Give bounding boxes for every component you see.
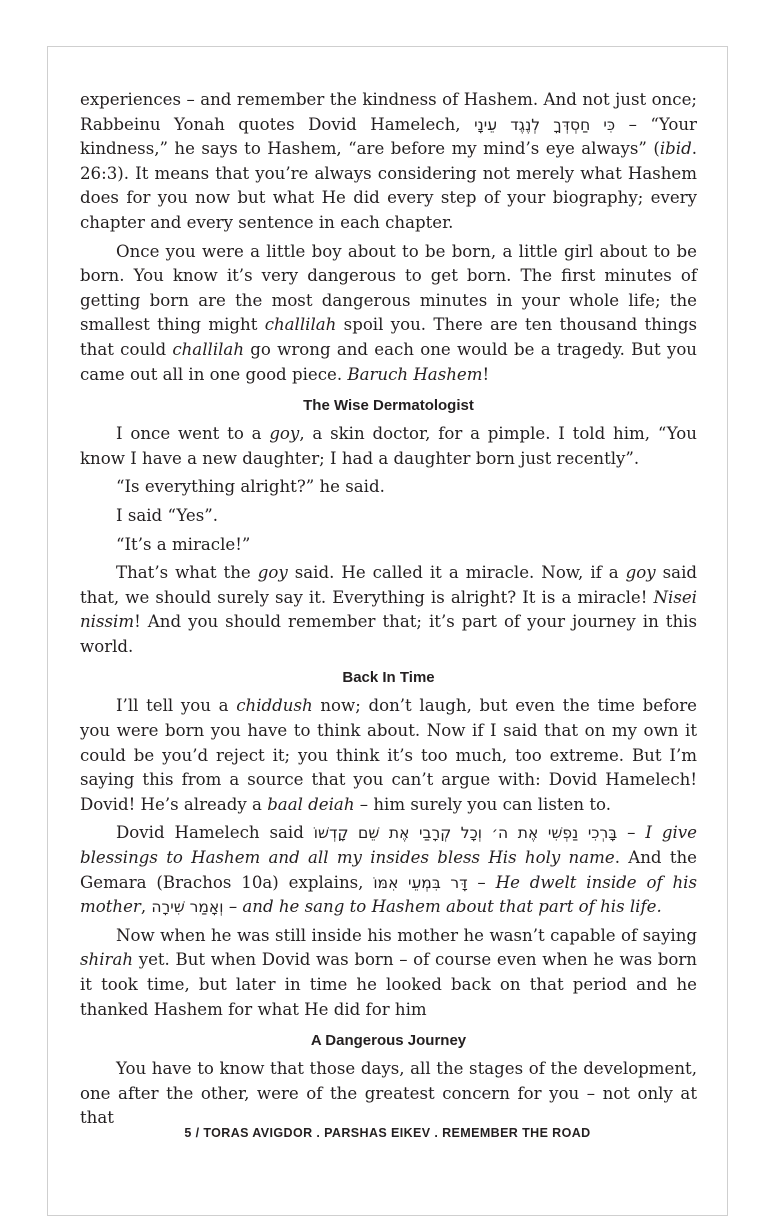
paragraph: “It’s a miracle!” <box>116 534 251 554</box>
paragraph: Once you were a little boy about to be born, a little girl about to be born. You know it’s very dangerous to get born. The first minutes of getting born are the most dangerous minutes in your whole life; the smallest thing might challilah spoil you. There are ten thousand things that could challilah go wrong and each one would be a tragedy. But you came out all in one good piece. Baruch Hashem! <box>80 241 697 384</box>
paragraph: I’ll tell you a chiddush now; don’t laugh, but even the time before you were born you have to think about. Now if I said that on my own it could be you’d reject it; you think it’s too much, too extreme. But I’m saying this from a source that you can’t argue with: Dovid Hamelech! Dovid! He’s already a baal deiah – him surely you can listen to. <box>80 696 697 814</box>
paragraph: Now when he was still inside his mother he wasn’t capable of saying shirah yet. But when Dovid was born – of course even when he was born it took time, but later in time he looked back on that period and he thanked Hashem for what He did for him <box>80 925 697 1019</box>
section-heading: The Wise Dermatologist <box>303 397 474 415</box>
hebrew-quote: דָּר בִּמְעֵי אִמּוֹ <box>373 873 468 892</box>
section-heading: Back In Time <box>342 669 435 687</box>
paragraph: “Is everything alright?” he said. <box>116 477 385 497</box>
hebrew-quote: בָּרְכִי נַפְשִׁי אֶת ה׳ וְכָל קְרָבַי אֶת שֵׁם קָדְשׁוֹ <box>313 824 618 843</box>
paragraph: I said “Yes”. <box>116 505 218 525</box>
paragraph: You have to know that those days, all the stages of the development, one after the other, were of the greatest concern for you – not only at that <box>80 1059 697 1128</box>
paragraph: Dovid Hamelech said בָּרְכִי נַפְשִׁי אֶת ה׳ וְכָל קְרָבַי אֶת שֵׁם קָדְשׁוֹ – I give blessings to Hashem and all my insides bless His holy name. And the Gemara (Brachos 10a) explains, דָּר בִּמְעֵי אִמּוֹ – He dwelt inside of his mother, וְאָמַר שִׁירָה – and he sang to Hashem about that part of his life. <box>80 823 697 917</box>
body-text <box>80 88 697 1135</box>
hebrew-quote: וְאָמַר שִׁירָה <box>151 898 224 917</box>
paragraph: That’s what the goy said. He called it a miracle. Now, if a goy said that, we should surely say it. Everything is alright? It is a miracle! Nisei nissim! And you should remember that; it’s part of your journey in this world. <box>80 563 697 656</box>
paragraph: I once went to a goy, a skin doctor, for a pimple. I told him, “You know I have a new daughter; I had a daughter born just recently”. <box>80 424 697 468</box>
paragraph: experiences – and remember the kindness of Hashem. And not just once; Rabbeinu Yonah quotes Dovid Hamelech, כִּי חַסְדְּךָ לְנֶגֶד עֵינָי – “Your kindness,” he says to Hashem, “are before my mind’s eye always” (ibid. 26:3). It means that you’re always considering not merely what Hashem does for you now but what He did every step of your biography; every chapter and every sentence in each chapter. <box>80 90 697 232</box>
page-footer: 5 / TORAS AVIGDOR . PARSHAS EIKEV . REMEMBER THE ROAD <box>184 1126 591 1140</box>
section-heading: A Dangerous Journey <box>310 1032 467 1050</box>
hebrew-quote: כִּי חַסְדְּךָ לְנֶגֶד עֵינָי <box>474 115 616 134</box>
